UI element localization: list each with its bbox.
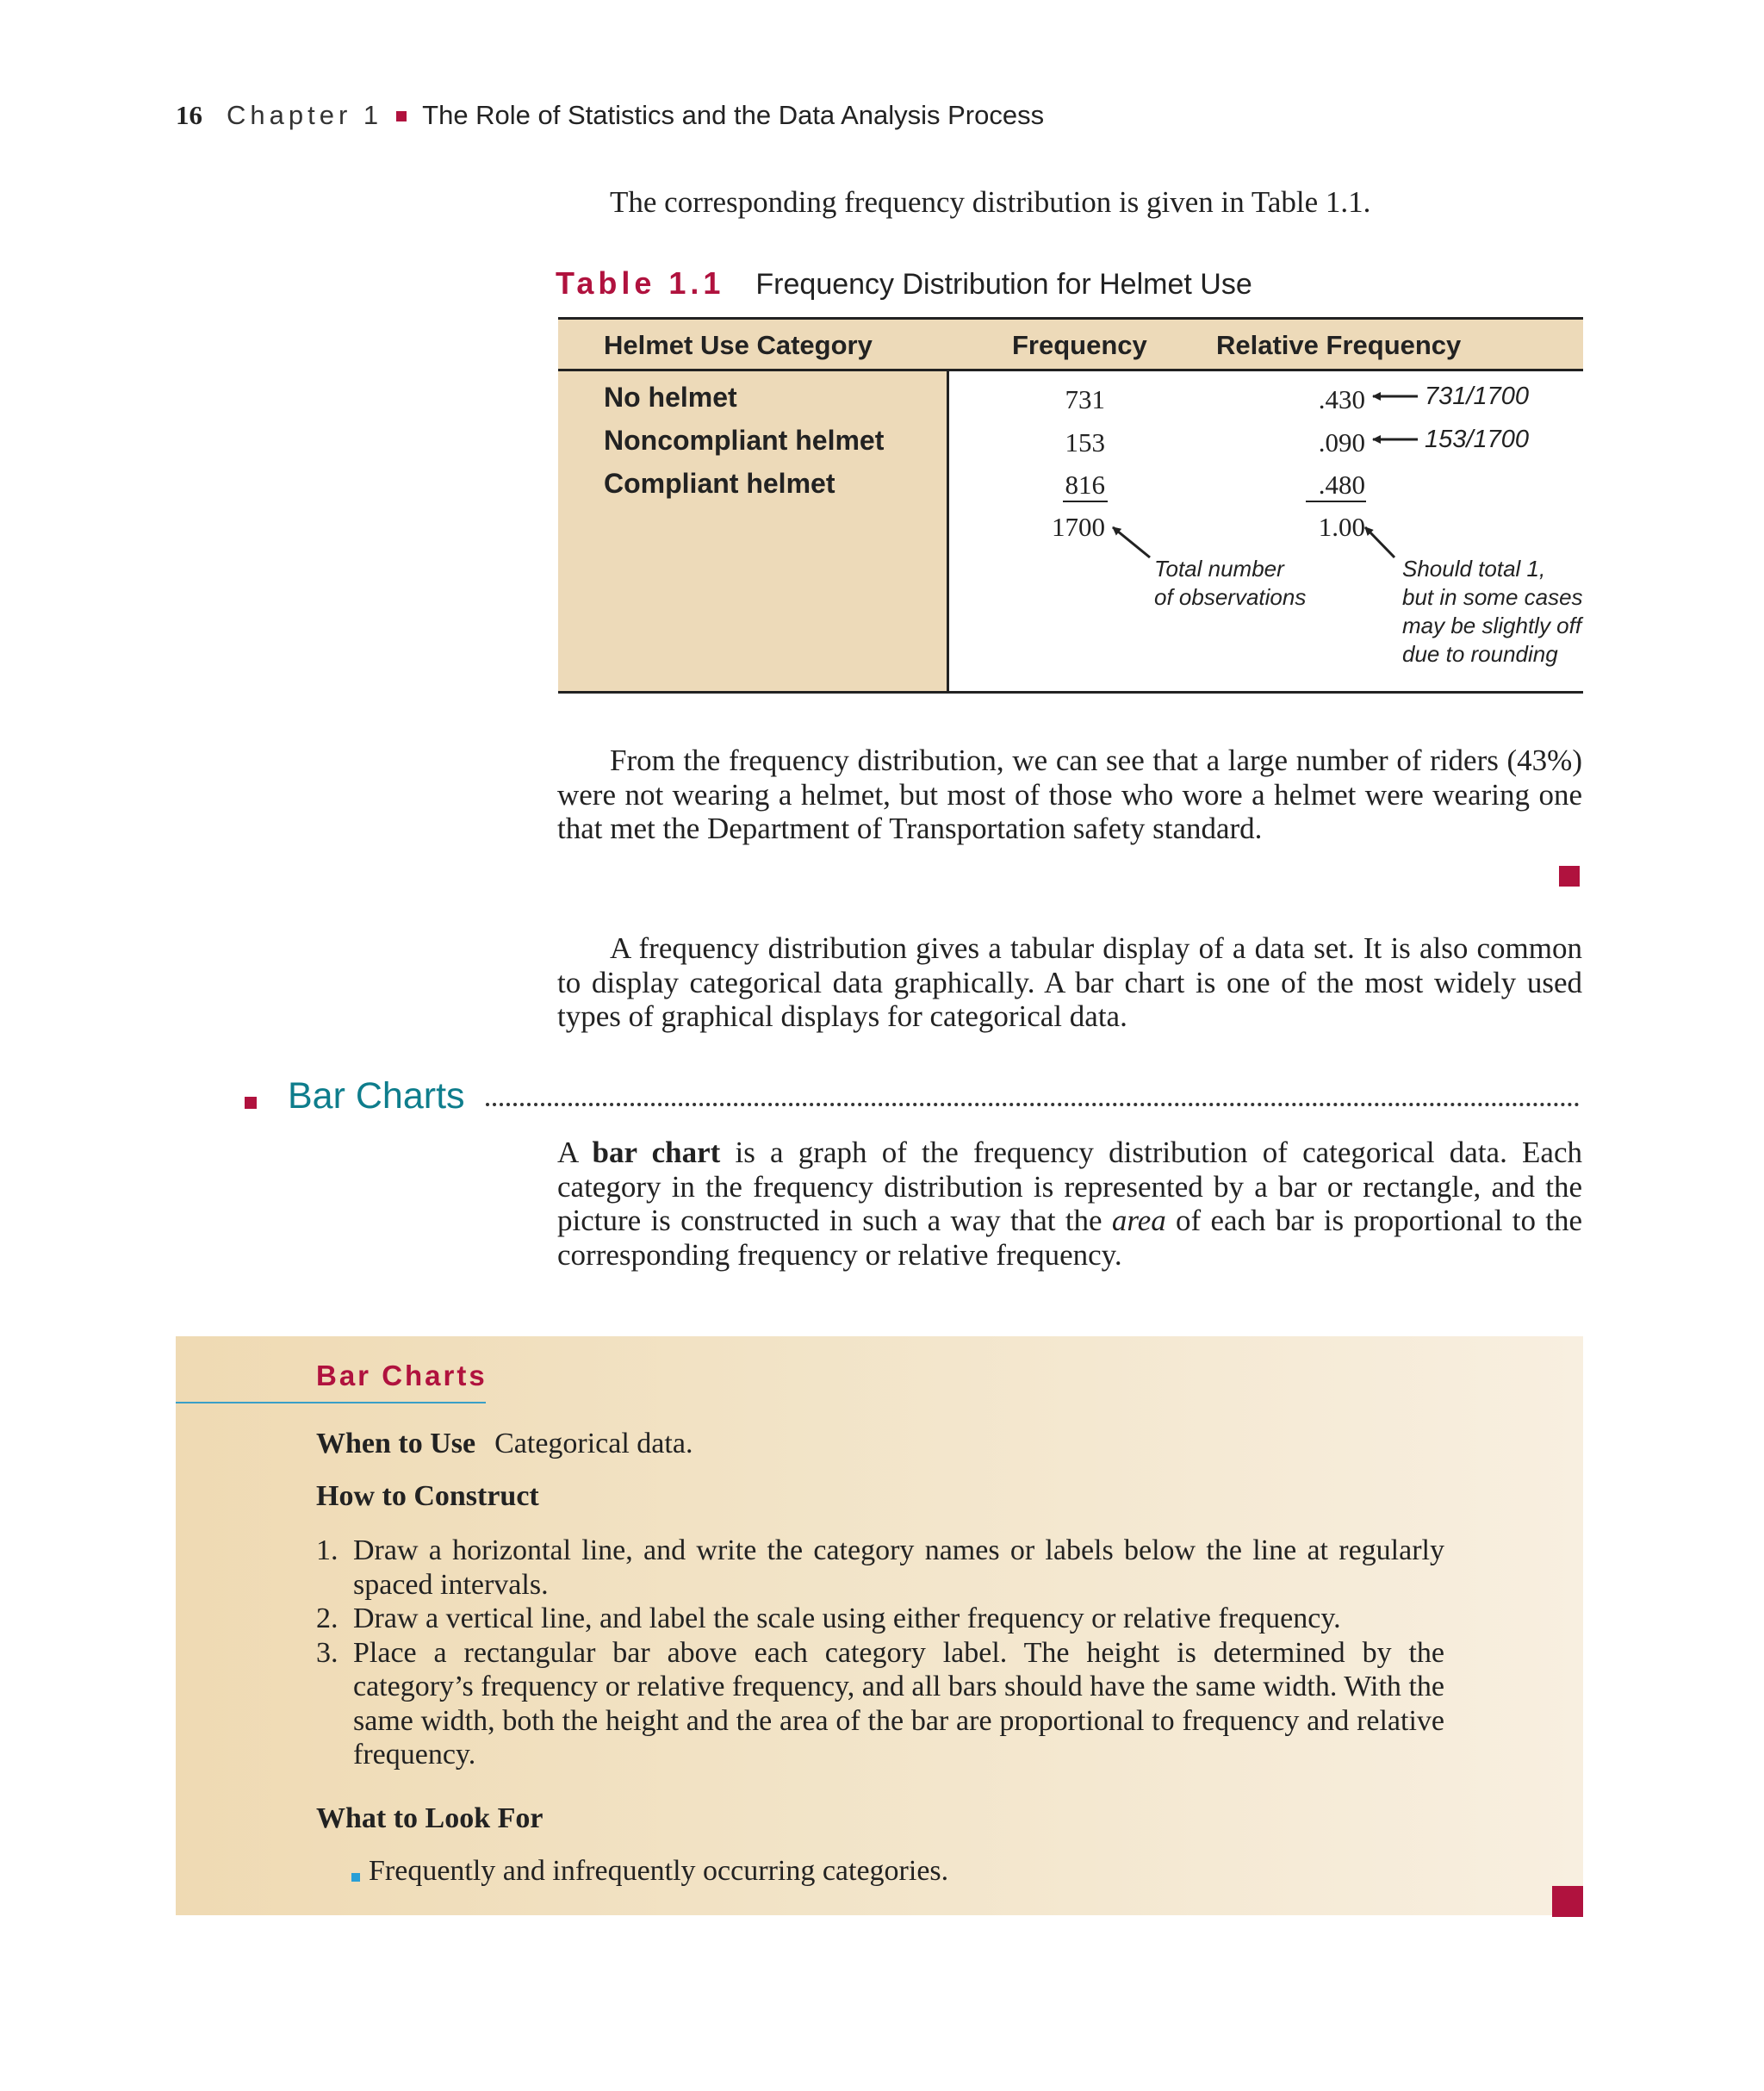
annotation-total-observations — [1154, 555, 1306, 612]
annotation-line: of observations — [1154, 584, 1307, 610]
step-item — [316, 1602, 1444, 1636]
annotation-should-total-one — [1402, 555, 1583, 669]
guide-box-title-rule — [176, 1402, 486, 1403]
header-category: Helmet Use Category — [604, 330, 873, 360]
definition-term: bar chart — [592, 1136, 721, 1169]
square-bullet-icon — [351, 1873, 360, 1882]
section-bullet-icon — [245, 1097, 257, 1109]
relative-frequency-total: 1.00 — [1318, 512, 1365, 542]
calc-note-no-helmet: 731/1700 — [1425, 383, 1529, 410]
relative-frequency-noncompliant: .090 — [1318, 427, 1365, 457]
table-number: Table 1.1 — [556, 265, 725, 301]
step-number: 1. — [316, 1534, 339, 1566]
dotted-leader — [486, 1103, 1580, 1106]
guide-box-title: Bar Charts — [316, 1360, 488, 1391]
header-frequency: Frequency — [1012, 330, 1147, 360]
annotation-line: but in some cases — [1402, 584, 1583, 610]
relative-frequency-no-helmet: .430 — [1318, 384, 1365, 414]
bar-chart-definition — [557, 1136, 1582, 1272]
page-number: 16 — [176, 100, 202, 130]
step-text: Draw a vertical line, and label the scale using either frequency or relative frequency. — [353, 1602, 1341, 1634]
step-number: 2. — [316, 1602, 339, 1634]
definition-text: A — [557, 1136, 593, 1169]
construction-steps — [316, 1534, 1444, 1772]
row-label-no-helmet: No helmet — [604, 382, 737, 413]
what-to-look-for-label: What to Look For — [316, 1802, 543, 1834]
row-label-noncompliant-helmet: Noncompliant helmet — [604, 425, 885, 456]
annotation-line: Should total 1, — [1402, 556, 1546, 582]
when-to-use-label: When to Use — [316, 1428, 476, 1459]
when-to-use-text: Categorical data. — [494, 1428, 693, 1459]
step-number: 3. — [316, 1636, 339, 1669]
paragraph-bar-intro: A frequency distribution gives a tabular display of a data set. It is also common to display categorical data graphically. A bar chart is one of the most widely used types of graphical displays for categorical data. — [557, 931, 1582, 1033]
definition-text: of each bar is proportional to the corresponding frequency or relative frequency. — [557, 1204, 1583, 1272]
definition-text: is a graph of the frequency distribution of categorical data. Each category in the frequency distribution is represented by a bar or rectangle, and the picture is constructed in such a way that the — [557, 1136, 1582, 1237]
table-title: Frequency Distribution for Helmet Use — [755, 268, 1252, 301]
section-heading: Bar Charts — [288, 1075, 465, 1117]
step-item — [316, 1534, 1444, 1602]
end-of-example-mark — [1559, 866, 1580, 887]
header-relative-frequency: Relative Frequency — [1216, 330, 1462, 360]
definition-emphasis: area — [1111, 1204, 1166, 1237]
frequency-noncompliant: 153 — [1065, 427, 1105, 457]
frequency-no-helmet: 731 — [1065, 384, 1105, 414]
relative-frequency-compliant: .480 — [1318, 470, 1365, 500]
step-text: Draw a horizontal line, and write the category names or labels below the line at regularly spaced intervals. — [353, 1534, 1444, 1601]
intro-sentence: The corresponding frequency distribution is given in Table 1.1. — [610, 185, 1371, 219]
how-to-construct-label: How to Construct — [316, 1480, 539, 1512]
when-to-use — [316, 1428, 693, 1460]
annotation-line: Total number — [1154, 556, 1284, 582]
frequency-total: 1700 — [1052, 512, 1105, 542]
row-label-compliant-helmet: Compliant helmet — [604, 468, 835, 499]
frequency-compliant: 816 — [1065, 470, 1105, 500]
step-text: Place a rectangular bar above each category label. The height is determined by the category’s frequency or relative frequency, and all bars should have the same width. With the same width, both the height and the area of the bar are proportional to frequency and relative frequency. — [353, 1636, 1444, 1771]
annotation-line: may be slightly off — [1402, 613, 1582, 638]
arrow-icon — [1365, 527, 1394, 557]
end-of-box-mark — [1552, 1886, 1583, 1917]
step-item — [316, 1636, 1444, 1772]
chapter-label: Chapter 1 — [227, 100, 383, 130]
paragraph-after-table: From the frequency distribution, we can see that a large number of riders (43%) were not wearing a helmet, but most of those who wore a helmet were wearing one that met the Department of Transportation safety standard. — [557, 744, 1582, 845]
look-for-item: Frequently and infrequently occurring categories. — [369, 1855, 949, 1887]
annotation-line: due to rounding — [1402, 641, 1558, 667]
chapter-title: The Role of Statistics and the Data Analysis Process — [422, 100, 1045, 130]
calc-note-noncompliant: 153/1700 — [1425, 426, 1529, 453]
arrow-icon — [1113, 527, 1150, 557]
